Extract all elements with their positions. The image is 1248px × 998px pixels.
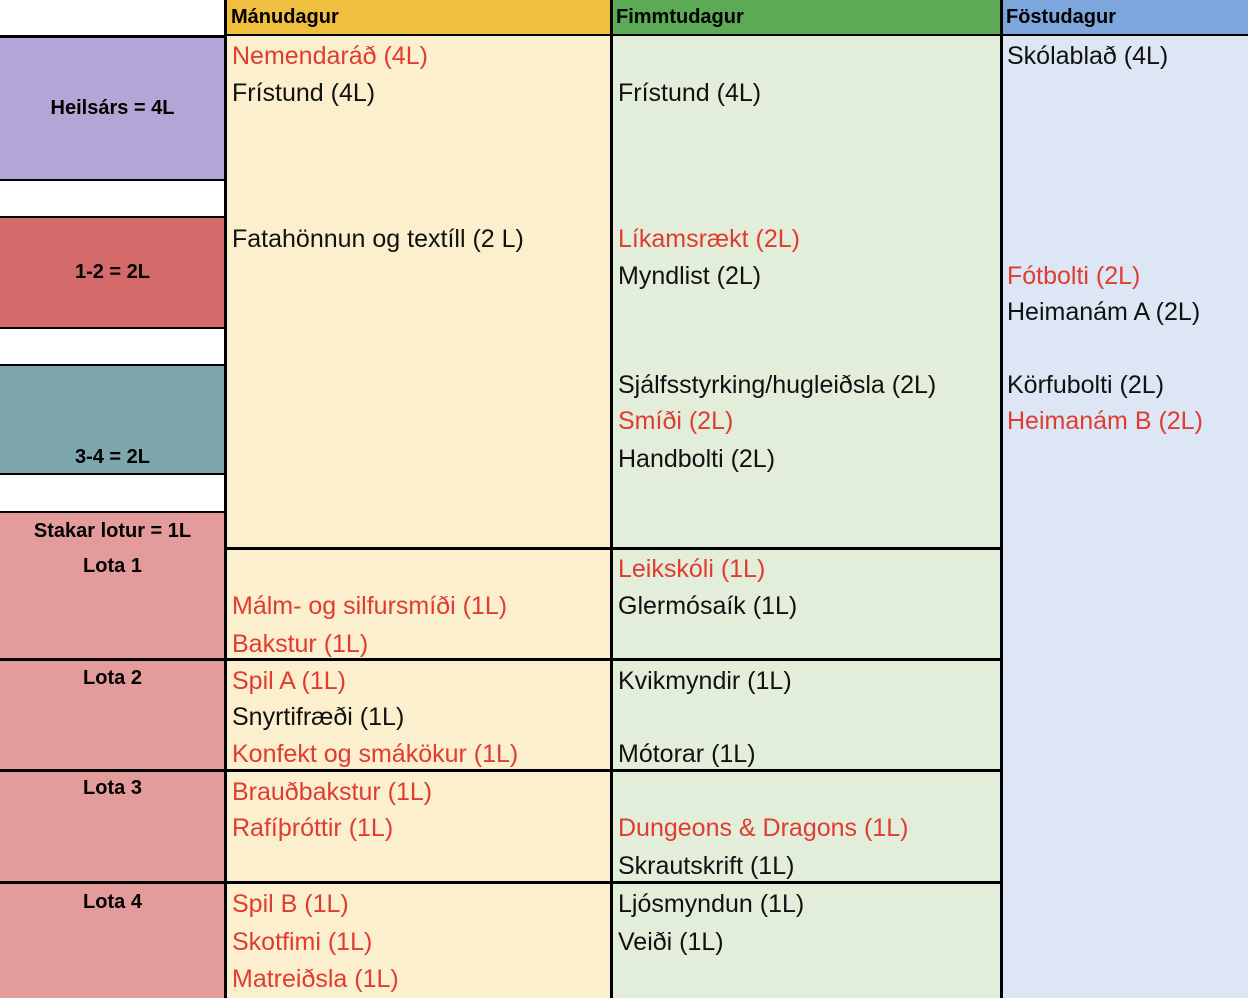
friday-item: Heimanám B (2L)	[1007, 407, 1203, 435]
thursday-item: Myndlist (2L)	[618, 262, 762, 290]
thursday-item: Líkamsrækt (2L)	[618, 225, 800, 253]
lotur-fill	[0, 549, 227, 998]
friday-item: Körfubolti (2L)	[1007, 371, 1165, 399]
category-lota2-label: Lota 2	[83, 667, 142, 689]
grid-line-lota3-top	[0, 769, 1003, 772]
monday-item: Fatahönnun og textíll (2 L)	[232, 225, 524, 253]
monday-item: Spil A (1L)	[232, 667, 346, 695]
thursday-item: Mótorar (1L)	[618, 740, 756, 768]
thursday-item: Glermósaík (1L)	[618, 592, 798, 620]
grid-line-left	[224, 0, 227, 998]
grid-line-lota2-top	[0, 658, 1003, 661]
header-monday: Mánudagur	[227, 0, 612, 35]
category-lota4-label: Lota 4	[83, 891, 142, 913]
monday-item: Frístund (4L)	[232, 79, 376, 107]
category-stakar	[0, 511, 225, 549]
category-three-four-label: 3-4 = 2L	[74, 446, 151, 468]
thursday-item: Veiði (1L)	[618, 928, 724, 956]
category-three-four	[0, 364, 225, 475]
thursday-item: Skrautskrift (1L)	[618, 852, 795, 880]
category-lota1	[0, 555, 225, 585]
friday-item: Heimanám A (2L)	[1007, 298, 1201, 326]
category-heilsars-label: Heilsárs = 4L	[50, 97, 175, 119]
category-heilsars	[0, 35, 225, 181]
category-lota3-label: Lota 3	[83, 777, 142, 799]
thursday-item: Ljósmyndun (1L)	[618, 890, 805, 918]
category-one-two-label: 1-2 = 2L	[74, 261, 151, 283]
category-stakar-label: Stakar lotur = 1L	[33, 519, 192, 542]
monday-item: Matreiðsla (1L)	[232, 965, 399, 993]
grid-line-header-bottom	[224, 34, 1248, 36]
thursday-item: Handbolti (2L)	[618, 445, 776, 473]
monday-item: Málm- og silfursmíði (1L)	[232, 592, 508, 620]
monday-item: Nemendaráð (4L)	[232, 42, 428, 70]
monday-item: Snyrtifræði (1L)	[232, 703, 405, 731]
monday-item: Bakstur (1L)	[232, 630, 369, 658]
monday-item: Spil B (1L)	[232, 890, 349, 918]
monday-item: Brauðbakstur (1L)	[232, 778, 433, 806]
category-one-two	[0, 216, 225, 329]
monday-column	[227, 35, 612, 998]
grid-line-monday-thursday	[610, 0, 613, 998]
friday-column	[1002, 35, 1248, 998]
header-thursday: Fimmtudagur	[612, 0, 1002, 35]
thursday-item: Leikskóli (1L)	[618, 555, 766, 583]
thursday-item: Sjálfsstyrking/hugleiðsla (2L)	[618, 371, 937, 399]
category-lota2	[0, 667, 225, 697]
thursday-item: Kvikmyndir (1L)	[618, 667, 792, 695]
monday-item: Rafíþróttir (1L)	[232, 814, 394, 842]
category-lota1-label: Lota 1	[83, 555, 142, 577]
monday-item: Konfekt og smákökur (1L)	[232, 740, 519, 768]
grid-line-lota4-top	[0, 881, 1003, 884]
category-lota3	[0, 777, 225, 807]
thursday-item: Frístund (4L)	[618, 79, 762, 107]
friday-item: Skólablað (4L)	[1007, 42, 1169, 70]
monday-item: Skotfimi (1L)	[232, 928, 373, 956]
grid-line-thursday-friday	[1000, 0, 1003, 998]
thursday-item: Smíði (2L)	[618, 407, 734, 435]
category-lota4	[0, 891, 225, 921]
thursday-item: Dungeons & Dragons (1L)	[618, 814, 909, 842]
grid-line-lota1-top	[227, 547, 1003, 550]
friday-item: Fótbolti (2L)	[1007, 262, 1141, 290]
header-friday: Föstudagur	[1002, 0, 1248, 35]
